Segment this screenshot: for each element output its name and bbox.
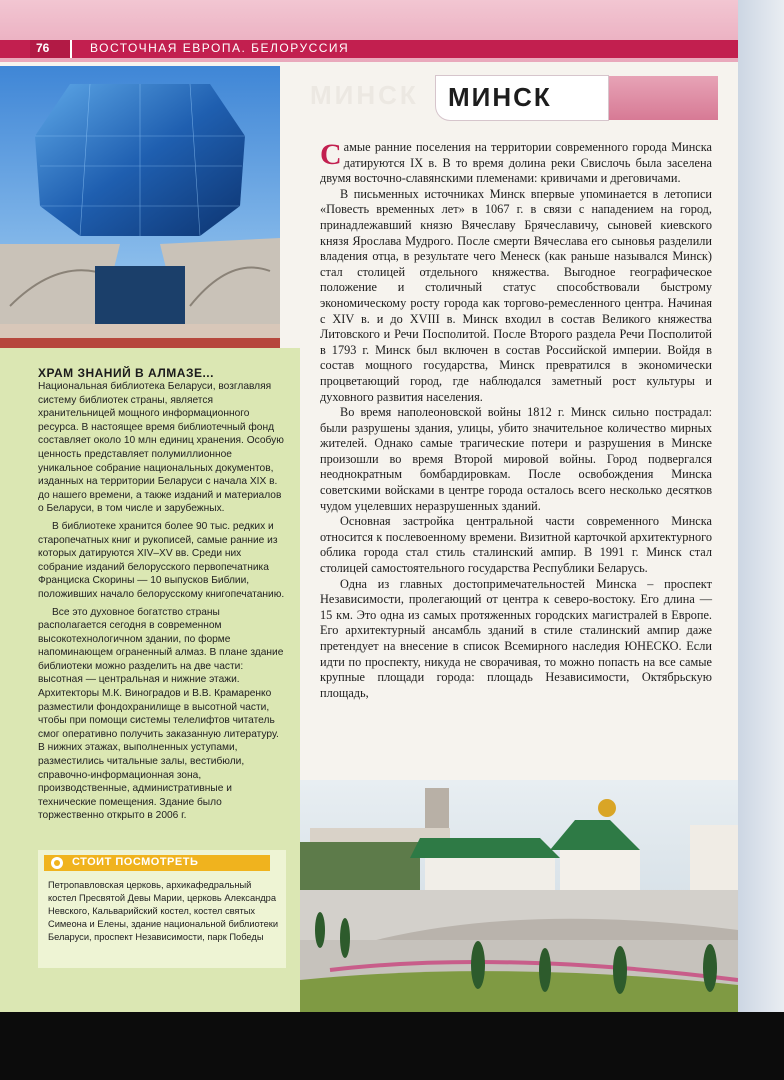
sidebar-paragraph: Национальная библиотека Беларуси, возглавляя систему библиотек страны, является хранительницей мощного информационного ресурса. В настоящее время библиотечный фонд составляет около 10 млн единиц хранения. Особую ценность представляет полумиллионное уникальное собрание национальных документов, изданных на территории Беларуси с начала XIX в. до нашего времени, а также изданий и материалов о Беларуси, в том числе и зарубежных. bbox=[38, 381, 284, 515]
sidebar-paragraph: В библиотеке хранится более 90 тыс. редких и старопечатных книг и рукописей, самые ранние из которых датируются XIV–XV вв. Среди них собрание изданий белорусского первопечатника Франциска Скорины — 10 выпусков Библии, положивших начало белорусскому книгопечатанию. bbox=[38, 520, 285, 600]
article-paragraph: Основная застройка центральной части современного Минска относится к послевоенному времени. Визитной карточкой архитектурного облика города стал стиль сталинский ампир. В 1991 г. Минск стал столицей самостоятельного государства Республики Беларусь. bbox=[320, 514, 712, 576]
minsk-square-photo bbox=[300, 780, 738, 1012]
see-box-title: СТОИТ ПОСМОТРЕТЬ bbox=[72, 856, 199, 868]
facing-page-edge bbox=[738, 0, 784, 1012]
section-title: ВОСТОЧНАЯ ЕВРОПА. БЕЛОРУССИЯ bbox=[90, 41, 350, 55]
see-box-text: Петропавловская церковь, архикафедральный костел Пресвятой Девы Марии, церковь Александра Невского, Кальварийский костел, костел святых Симеона и Елены, здание национальной библиотеки Беларуси, проспект Независимости, парк Победы bbox=[48, 880, 279, 942]
article-paragraph: В письменных источниках Минск впервые упоминается в летописи «Повесть временных лет» в 1067 г. в связи с нападением на город, принадлежавший князю Вячеславу Брячеславичу, сыновей киевского князя Ярослава Мудрого. После смерти Вячеслава его сыновья разделили владения отца, в результате чего Менеск (как раньше назывался Минск) стал столицей отдельного княжества. Выгодное географическое положение и столичный статус способствовали быстрому экономическому росту города как торгово-ремесленного центра. Начиная с XIV в. и до XVIII в. Минск входил в состав Великого княжества Литовского и Речи Посполитой. После Второго раздела Речи Посполитой в 1793 г. Минск был включен в состав Российской империи. Войдя в состав мощного государства, Минск превратился в экономически процветающий город, где наблюдался заметный рост культуры и духовного развития населения. bbox=[320, 186, 712, 404]
sidebar-text bbox=[38, 380, 286, 827]
eye-icon bbox=[51, 857, 63, 869]
national-library-photo bbox=[0, 66, 280, 348]
ghost-title: МИНСК bbox=[310, 80, 419, 110]
sidebar-heading: ХРАМ ЗНАНИЙ В АЛМАЗЕ... bbox=[38, 366, 214, 380]
first-paragraph-text: амые ранние поселения на территории современного города Минска датируются IX в. В то время долина реки Свислочь была заселена двумя восточно-славянскими племенами: кривичами и дреговичами. bbox=[320, 140, 712, 186]
article-body bbox=[320, 140, 712, 701]
article-paragraph bbox=[320, 140, 712, 187]
drop-cap: С bbox=[320, 138, 342, 171]
article-title: МИНСК bbox=[448, 82, 552, 112]
title-accent bbox=[608, 76, 718, 120]
page-number: 76 bbox=[36, 41, 50, 55]
article-paragraph: Во время наполеоновской войны 1812 г. Минск сильно пострадал: были разрушены здания, улицы, убито значительное количество мирных жителей. Однако самые трагические потери и разрушения в Минске произошли во время Второй мировой войны. Город подвергался неоднократным бомбардировкам. После освобождения Минска советскими войсками в центре города осталось всего несколько десятков чудом уцелевших неразрушенных зданий. bbox=[320, 405, 712, 513]
sidebar-paragraph: Все это духовное богатство страны располагается сегодня в современном высокотехнологичном здании, по форме напоминающем ограненный алмаз. В плане здание библиотеки можно разделить на две части: высотная — центральная и нижние этажи. Архитекторы М.К. Виноградов и В.В. Крамаренко разместили фондохранилище в высотной части, чтобы при помощи системы телелифтов читатель смог оперативно получить заказанную литературу. В нижних этажах, выполненных уступами, разместились читальные залы, вестибюли, справочно-информационная зона, производственные, административные и технические помещения. Здание было торжественно открыто в 2006 г. bbox=[38, 606, 284, 822]
article-paragraph: Одна из главных достопримечательностей Минска – проспект Независимости, пролегающий от центра к северо-востоку. Его длина — 15 км. Это одна из самых протяженных городских магистралей в Европе. Его архитектурный ансамбль зданий в стиле сталинский ампир даже претендует на внесение в список Всемирного наследия ЮНЕСКО. Если идти по проспекту, никуда не сворачивая, то можно попасть на все самые крупные площади города: площадь Независимости, Октябрьскую площадь, bbox=[320, 576, 712, 700]
scan-background bbox=[0, 1012, 784, 1080]
